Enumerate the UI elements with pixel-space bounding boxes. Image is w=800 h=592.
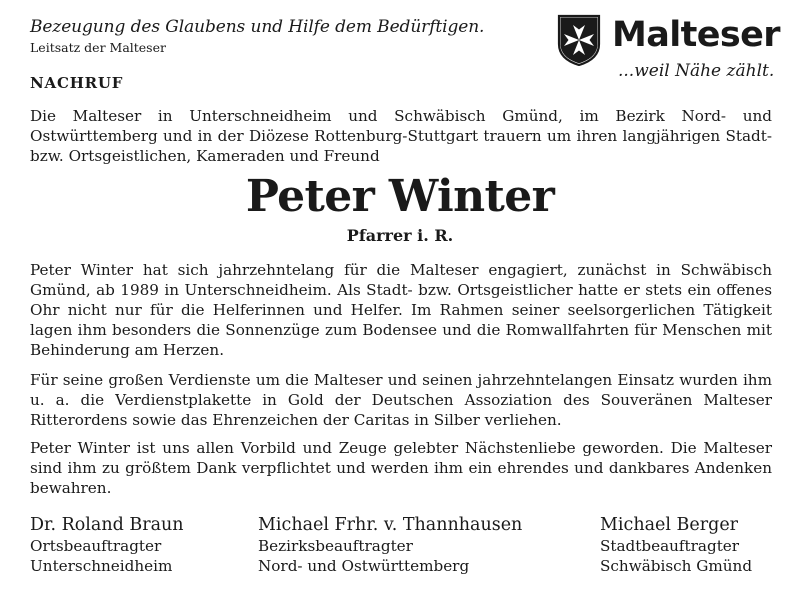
signatory-block: [600, 515, 752, 576]
deceased-name: Peter Winter: [245, 171, 555, 222]
malteser-logo: [556, 11, 786, 85]
logo-tagline: ...weil Nähe zählt.: [618, 61, 775, 81]
logo-wordmark: Malteser: [612, 15, 780, 55]
intro-paragraph: Die Malteser in Unterschneidheim und Schwäbisch Gmünd, im Bezirk Nord- und Ostwürttemberg und in der Diözese Rottenburg-Stuttgart trauern um ihren langjährigen Stadt- bzw. Ortsgeistlichen, Kameraden und Freund: [30, 107, 772, 165]
signatory-role: Stadtbeauftragter: [600, 537, 740, 555]
signatory-block: [30, 515, 184, 576]
obituary-heading: NACHRUF: [30, 74, 124, 92]
signatory-role: Ortsbeauftragter: [30, 537, 162, 555]
signatory-block: [258, 515, 522, 576]
body-paragraph: Peter Winter ist uns allen Vorbild und Zeuge gelebter Nächstenliebe geworden. Die Malteser sind ihm zu größtem Dank verpflichtet und werden ihm ein ehrendes und dankbares Andenken bewahren.: [30, 439, 772, 497]
body-paragraph: Peter Winter hat sich jahrzehntelang für die Malteser engagiert, zunächst in Schwäbisch Gmünd, ab 1989 in Unterschneidheim. Als Stadt- bzw. Ortsgeistlicher hatte er stets ein offenes Ohr nicht nur für die Helferinnen und Helfer. Im Rahmen seiner seelsorgerlichen Tätigkeit lagen ihm besonders die Sonnenzüge zum Bodensee und die Romwallfahrten für Menschen mit Behinderung am Herzen.: [30, 261, 772, 359]
deceased-title: Pfarrer i. R.: [346, 226, 454, 245]
motto: Bezeugung des Glaubens und Hilfe dem Bedürftigen.: [30, 17, 485, 37]
signatory-place: Nord- und Ostwürttemberg: [258, 557, 470, 575]
maltese-cross-shield-icon: [556, 14, 602, 66]
motto-source: Leitsatz der Malteser: [30, 40, 166, 55]
signatory-place: Schwäbisch Gmünd: [600, 557, 753, 575]
signatory-name: Michael Frhr. v. Thannhausen: [258, 515, 523, 535]
body-paragraph: Für seine großen Verdienste um die Malteser und seinen jahrzehntelangen Einsatz wurden ihm u. a. die Verdienstplakette in Gold der Deutschen Assoziation des Souveränen Malteser Ritterordens sowie das Ehrenzeichen der Caritas in Silber verliehen.: [30, 371, 772, 429]
signatory-role: Bezirksbeauftragter: [258, 537, 413, 555]
signatory-place: Unterschneidheim: [30, 557, 173, 575]
signatory-name: Michael Berger: [600, 515, 739, 535]
signatory-name: Dr. Roland Braun: [30, 515, 184, 535]
